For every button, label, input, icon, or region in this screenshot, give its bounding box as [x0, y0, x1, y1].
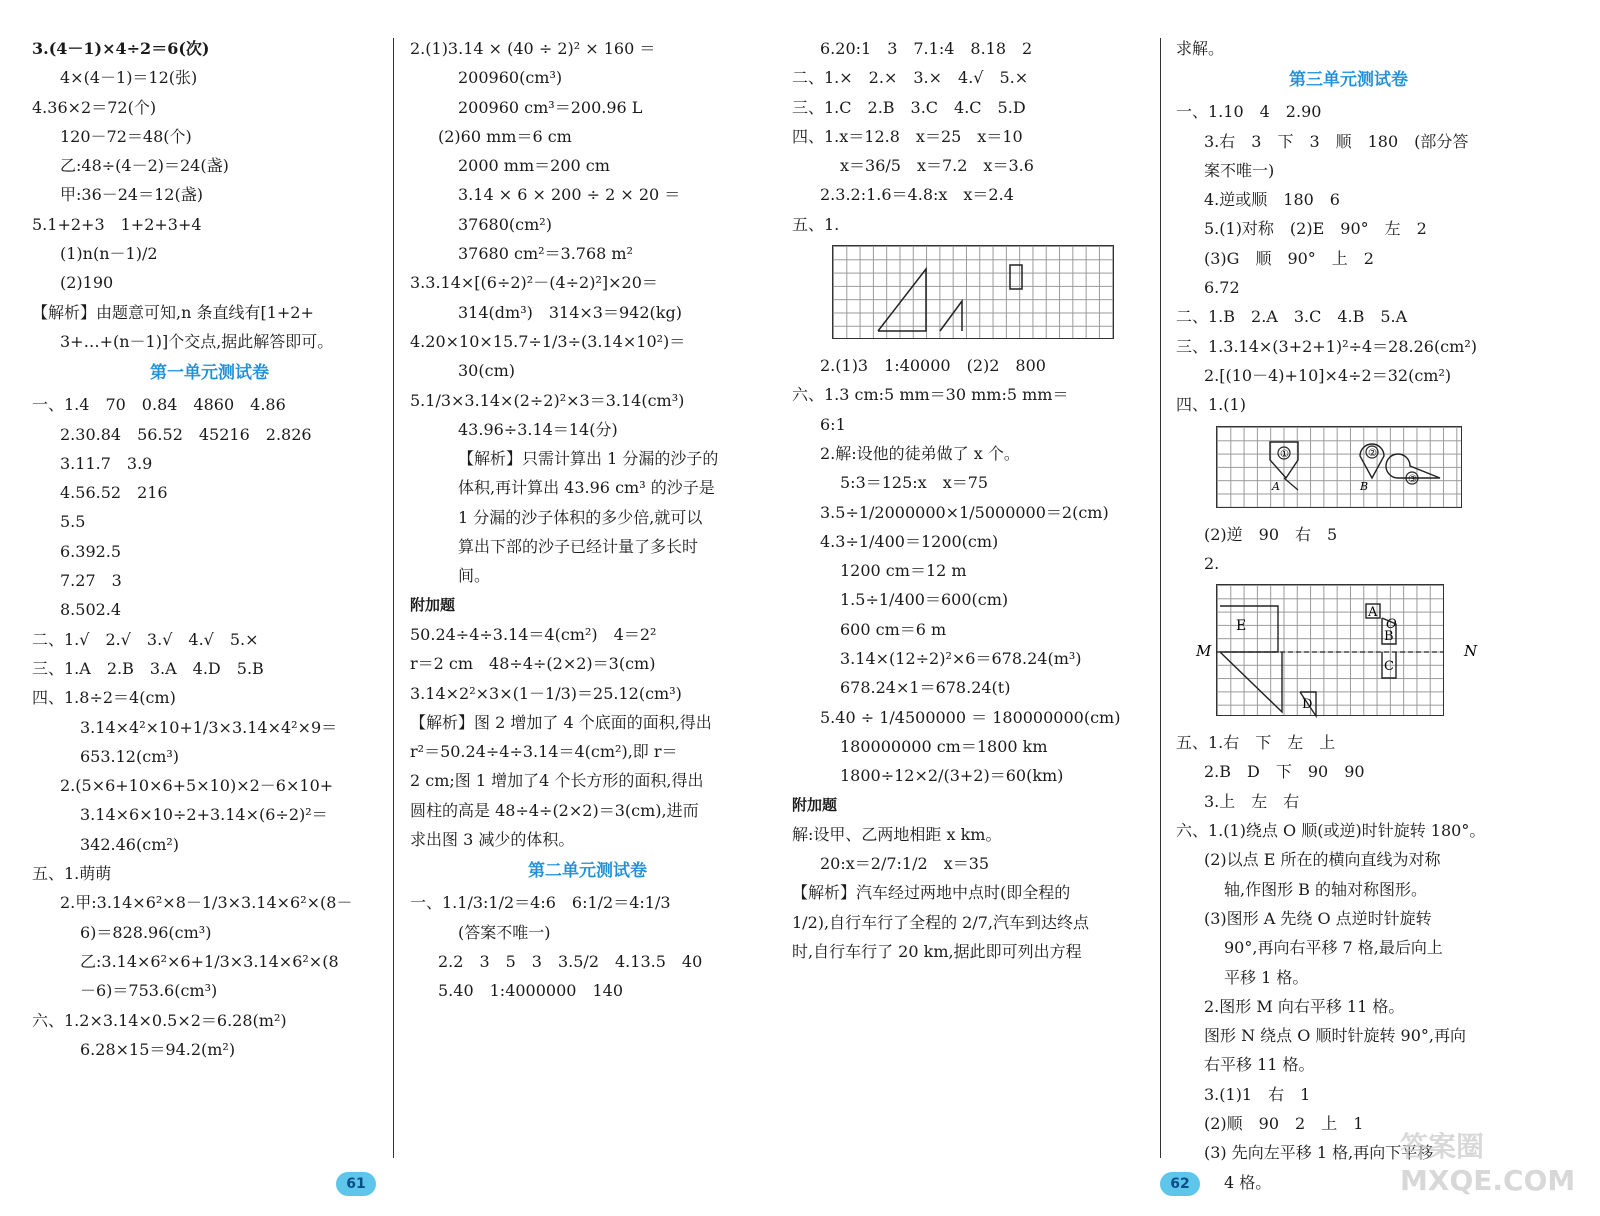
- answer-line: 2.3.2:1.6＝4.8:x x＝2.4: [820, 185, 1014, 205]
- column-3: [792, 34, 1144, 966]
- answer-line: 37680(cm²): [458, 214, 552, 234]
- answer-line: (2)逆 90 右 5: [1204, 524, 1338, 544]
- answer-line: 2.[(10－4)+10]×4÷2＝32(cm²): [1204, 365, 1452, 385]
- answer-line: 342.46(cm²): [80, 834, 180, 854]
- answer-line: 4.20×10×15.7÷1/3÷(3.14×10²)＝: [410, 331, 686, 351]
- answer-line: 一、1.4 70 0.84 4860 4.86: [32, 395, 286, 415]
- point-label: B: [1360, 479, 1369, 493]
- answer-line: 678.24×1＝678.24(t): [840, 678, 1011, 698]
- answer-line: 四、1.(1): [1176, 395, 1246, 415]
- answer-line: 3.(4－1)×4÷2＝6(次): [32, 39, 210, 58]
- answer-line: 3.(1)1 右 1: [1204, 1084, 1311, 1104]
- shape-label: E: [1236, 618, 1247, 635]
- answer-line: 6:1: [820, 414, 846, 434]
- answer-line: 8.502.4: [60, 600, 122, 620]
- answer-line: 乙:3.14×6²×6+1/3×3.14×6²×(8: [80, 951, 339, 971]
- answer-line: 二、1.× 2.× 3.× 4.√ 5.×: [792, 68, 1029, 88]
- analysis-line: 体积,再计算出 43.96 cm³ 的沙子是: [458, 478, 715, 498]
- answer-line: 2.30.84 56.52 45216 2.826: [60, 424, 312, 444]
- answer-line: 一、1.1/3:1/2＝4:6 6:1/2＝4:1/3: [410, 893, 671, 913]
- answer-line: 7.27 3: [60, 571, 122, 591]
- answer-line: 2.: [1204, 553, 1220, 573]
- answer-line: 4 格。: [1224, 1172, 1272, 1192]
- answer-line: 5:3＝125:x x＝75: [840, 473, 989, 493]
- answer-line: (1)n(n－1)/2: [60, 244, 158, 264]
- extra-question-heading: 附加题: [410, 595, 456, 614]
- answer-line: r＝2 cm 48÷4÷(2×2)＝3(cm): [410, 654, 656, 674]
- answer-line: 乙:48÷(4－2)＝24(盏): [60, 156, 229, 176]
- answer-line: (2)190: [60, 273, 114, 293]
- answer-line: 653.12(cm³): [80, 746, 180, 766]
- section-heading: 第三单元测试卷: [1289, 70, 1408, 91]
- answer-line: 3.上 左 右: [1204, 791, 1300, 811]
- shape-label: ②: [1368, 447, 1377, 459]
- answer-line: 一、1.10 4 2.90: [1176, 102, 1322, 122]
- answer-line: 5.40 ÷ 1/4500000 ＝ 180000000(cm): [820, 707, 1121, 727]
- answer-line: 右平移 11 格。: [1204, 1055, 1315, 1075]
- answer-line: 2000 mm＝200 cm: [458, 156, 610, 176]
- analysis-line: 【解析】由题意可知,n 条直线有[1+2+: [32, 302, 314, 322]
- answer-line: 43.96÷3.14＝14(分): [458, 419, 618, 439]
- answer-line: 5.1+2+3 1+2+3+4: [32, 214, 202, 234]
- answer-line: (3) 先向左平移 1 格,再向下平移: [1204, 1143, 1434, 1163]
- answer-line: (2)顺 90 2 上 1: [1204, 1114, 1364, 1134]
- answer-line: 180000000 cm＝1800 km: [840, 736, 1048, 756]
- answer-line: 3.5÷1/2000000×1/5000000＝2(cm): [820, 502, 1109, 522]
- extra-question-heading: 附加题: [792, 795, 838, 814]
- shape-label: C: [1384, 659, 1394, 675]
- answer-line: 3.3.14×[(6÷2)²－(4÷2)²]×20＝: [410, 273, 658, 293]
- answer-line: 2.(5×6+10×6+5×10)×2－6×10+: [60, 776, 334, 796]
- answer-line: 3.14×6×10÷2+3.14×(6÷2)²＝: [80, 805, 328, 825]
- page-number: 62: [1160, 1172, 1200, 1196]
- answer-line: 3.14×4²×10+1/3×3.14×4²×9＝: [80, 717, 338, 737]
- answer-line: 6.392.5: [60, 541, 122, 561]
- grid-figure-4: [1176, 426, 1521, 520]
- analysis-line: 【解析】只需计算出 1 分漏的沙子的: [458, 449, 719, 469]
- section-heading: 第二单元测试卷: [528, 861, 647, 882]
- answer-line: 2.2 3 5 3 3.5/2 4.13.5 40: [438, 951, 703, 971]
- answer-line: x＝36/5 x＝7.2 x＝3.6: [840, 156, 1034, 176]
- answer-line: 30(cm): [458, 361, 515, 381]
- answer-line: 5.5: [60, 512, 86, 532]
- answer-line: (3)图形 A 先绕 O 点逆时针旋转: [1204, 908, 1432, 928]
- answer-line: 3.右 3 下 3 顺 180 (部分答: [1204, 131, 1469, 151]
- answer-line: 6)＝828.96(cm³): [80, 922, 212, 942]
- answer-line: 4.3÷1/400＝1200(cm): [820, 531, 999, 551]
- answer-line: (答案不唯一): [458, 922, 551, 942]
- axis-label: N: [1464, 642, 1478, 661]
- shape-label: B: [1384, 629, 1394, 645]
- answer-line: －6)＝753.6(cm³): [80, 981, 218, 1001]
- answer-line: 2.图形 M 向右平移 11 格。: [1204, 996, 1405, 1016]
- answer-line: 六、1.(1)绕点 O 顺(或逆)时针旋转 180°。: [1176, 821, 1486, 841]
- analysis-line: 求出图 3 减少的体积。: [410, 830, 575, 850]
- answer-line: 4.36×2＝72(个): [32, 97, 157, 117]
- answer-line: 五、1.右 下 左 上: [1176, 733, 1336, 753]
- rotated-shapes-drawing: [1176, 426, 1476, 520]
- watermark-logo: 答案圈 MXQE.COM: [1400, 1130, 1576, 1197]
- answer-line: 2.解:设他的徒弟做了 x 个。: [820, 443, 1020, 463]
- analysis-line: 1 分漏的沙子体积的多少倍,就可以: [458, 507, 703, 527]
- answer-line: 5.(1)对称 (2)E 90° 左 2: [1204, 219, 1427, 239]
- answer-line: 解:设甲、乙两地相距 x km。: [792, 824, 1002, 844]
- triangles-drawing: [792, 245, 1132, 351]
- answer-line: 6.20:1 3 7.1:4 8.18 2: [820, 39, 1033, 58]
- axis-label: M: [1196, 642, 1212, 661]
- answer-line: 50.24÷4÷3.14＝4(cm²) 4＝2²: [410, 624, 657, 644]
- answer-line: 20:x＝2/7:1/2 x＝35: [820, 854, 990, 874]
- answer-line: 三、1.A 2.B 3.A 4.D 5.B: [32, 658, 264, 678]
- answer-line: 五、1.: [792, 214, 840, 234]
- grid-figure-1: [792, 245, 1144, 351]
- answer-line: (2)以点 E 所在的横向直线为对称: [1204, 850, 1441, 870]
- answer-line: 200960 cm³＝200.96 L: [458, 97, 643, 117]
- section-heading: 第一单元测试卷: [150, 363, 269, 384]
- answer-line: 3.11.7 3.9: [60, 453, 153, 473]
- page-number: 61: [336, 1172, 376, 1196]
- answer-line: 2.(1)3 1:40000 (2)2 800: [820, 356, 1046, 376]
- column-1: [32, 34, 387, 1064]
- answer-line: 1200 cm＝12 m: [840, 561, 967, 581]
- answer-line: 5.1/3×3.14×(2÷2)²×3＝3.14(cm³): [410, 390, 685, 410]
- answer-line: 甲:36－24＝12(盏): [60, 185, 203, 205]
- answer-line: 600 cm＝6 m: [840, 619, 947, 639]
- answer-line: 1.5÷1/400＝600(cm): [840, 590, 1009, 610]
- answer-line: (3)G 顺 90° 上 2: [1204, 248, 1374, 268]
- answer-line: 6.28×15＝94.2(m²): [80, 1039, 236, 1059]
- shape-label: A: [1368, 605, 1378, 621]
- column-2: [410, 34, 765, 1006]
- analysis-line: 算出下部的沙子已经计量了多长时: [458, 537, 699, 557]
- answer-line: 4.56.52 216: [60, 483, 168, 503]
- column-divider: [393, 38, 394, 1158]
- answer-line: 37680 cm²＝3.768 m²: [458, 244, 634, 264]
- shape-label: ③: [1408, 473, 1417, 485]
- analysis-line: 【解析】图 2 增加了 4 个底面的面积,得出: [410, 712, 712, 732]
- answer-line: 平移 1 格。: [1224, 967, 1309, 987]
- answer-line: 120－72＝48(个): [60, 126, 192, 146]
- answer-line: 3.14×2²×3×(1－1/3)＝25.12(cm³): [410, 683, 682, 703]
- answer-line: 2.B D 下 90 90: [1204, 762, 1365, 782]
- analysis-line: 2 cm;图 1 增加了4 个长方形的面积,得出: [410, 771, 704, 791]
- answer-line: 3.14 × 6 × 200 ÷ 2 × 20 ＝: [458, 185, 681, 205]
- answer-line: 轴,作图形 B 的轴对称图形。: [1224, 879, 1428, 899]
- answer-line: 4×(4－1)＝12(张): [60, 68, 198, 88]
- answer-line: (2)60 mm＝6 cm: [438, 126, 572, 146]
- analysis-line: 求解。: [1176, 39, 1225, 58]
- answer-line: 图形 N 绕点 O 顺时针旋转 90°,再向: [1204, 1026, 1466, 1046]
- symmetry-drawing: [1176, 584, 1516, 728]
- analysis-line: 【解析】汽车经过两地中点时(即全程的: [792, 883, 1071, 903]
- answer-line: 四、1.8÷2＝4(cm): [32, 688, 176, 708]
- answer-line: 二、1.√ 2.√ 3.√ 4.√ 5.×: [32, 629, 259, 649]
- answer-line: 四、1.x＝12.8 x＝25 x＝10: [792, 126, 1023, 146]
- column-divider: [1160, 38, 1161, 1158]
- answer-line: 六、1.2×3.14×0.5×2＝6.28(m²): [32, 1010, 287, 1030]
- answer-line: 二、1.B 2.A 3.C 4.B 5.A: [1176, 307, 1408, 327]
- analysis-line: 间。: [458, 566, 491, 586]
- answer-line: 200960(cm³): [458, 68, 563, 88]
- analysis-line: 3+…+(n－1)]个交点,据此解答即可。: [60, 331, 334, 351]
- analysis-line: 圆柱的高是 48÷4÷(2×2)＝3(cm),进而: [410, 800, 699, 820]
- shape-label: D: [1302, 697, 1313, 713]
- analysis-line: r²＝50.24÷4÷3.14＝4(cm²),即 r＝: [410, 742, 678, 762]
- answer-line: 3.14×(12÷2)²×6＝678.24(m³): [840, 649, 1082, 669]
- answer-line: 三、1.3.14×(3+2+1)²÷4＝28.26(cm²): [1176, 336, 1477, 356]
- answer-line: 5.40 1:4000000 140: [438, 981, 623, 1001]
- answer-line: 三、1.C 2.B 3.C 4.C 5.D: [792, 97, 1026, 117]
- answer-line: 4.逆或顺 180 6: [1204, 190, 1340, 210]
- answer-line: 314(dm³) 314×3＝942(kg): [458, 302, 682, 322]
- answer-line: 2.甲:3.14×6²×8－1/3×3.14×6²×(8－: [60, 893, 353, 913]
- answer-line: 案不唯一): [1204, 160, 1275, 180]
- answer-line: 六、1.3 cm:5 mm＝30 mm:5 mm＝: [792, 385, 1069, 405]
- answer-line: 6.72: [1204, 278, 1240, 298]
- answer-line: 五、1.萌萌: [32, 864, 112, 884]
- column-4: [1176, 34, 1521, 1197]
- point-label: A: [1272, 479, 1280, 493]
- answer-line: 90°,再向右平移 7 格,最后向上: [1224, 938, 1443, 958]
- analysis-line: 时,自行车行了 20 km,据此即可列出方程: [792, 942, 1082, 962]
- answer-line: 1800÷12×2/(3+2)＝60(km): [840, 766, 1064, 786]
- grid-figure-5: [1176, 584, 1521, 728]
- shape-label: ①: [1280, 448, 1289, 460]
- point-label: O: [1386, 617, 1397, 633]
- answer-line: 2.(1)3.14 × (40 ÷ 2)² × 160 ＝: [410, 39, 656, 58]
- analysis-line: 1/2),自行车行了全程的 2/7,汽车到达终点: [792, 912, 1090, 932]
